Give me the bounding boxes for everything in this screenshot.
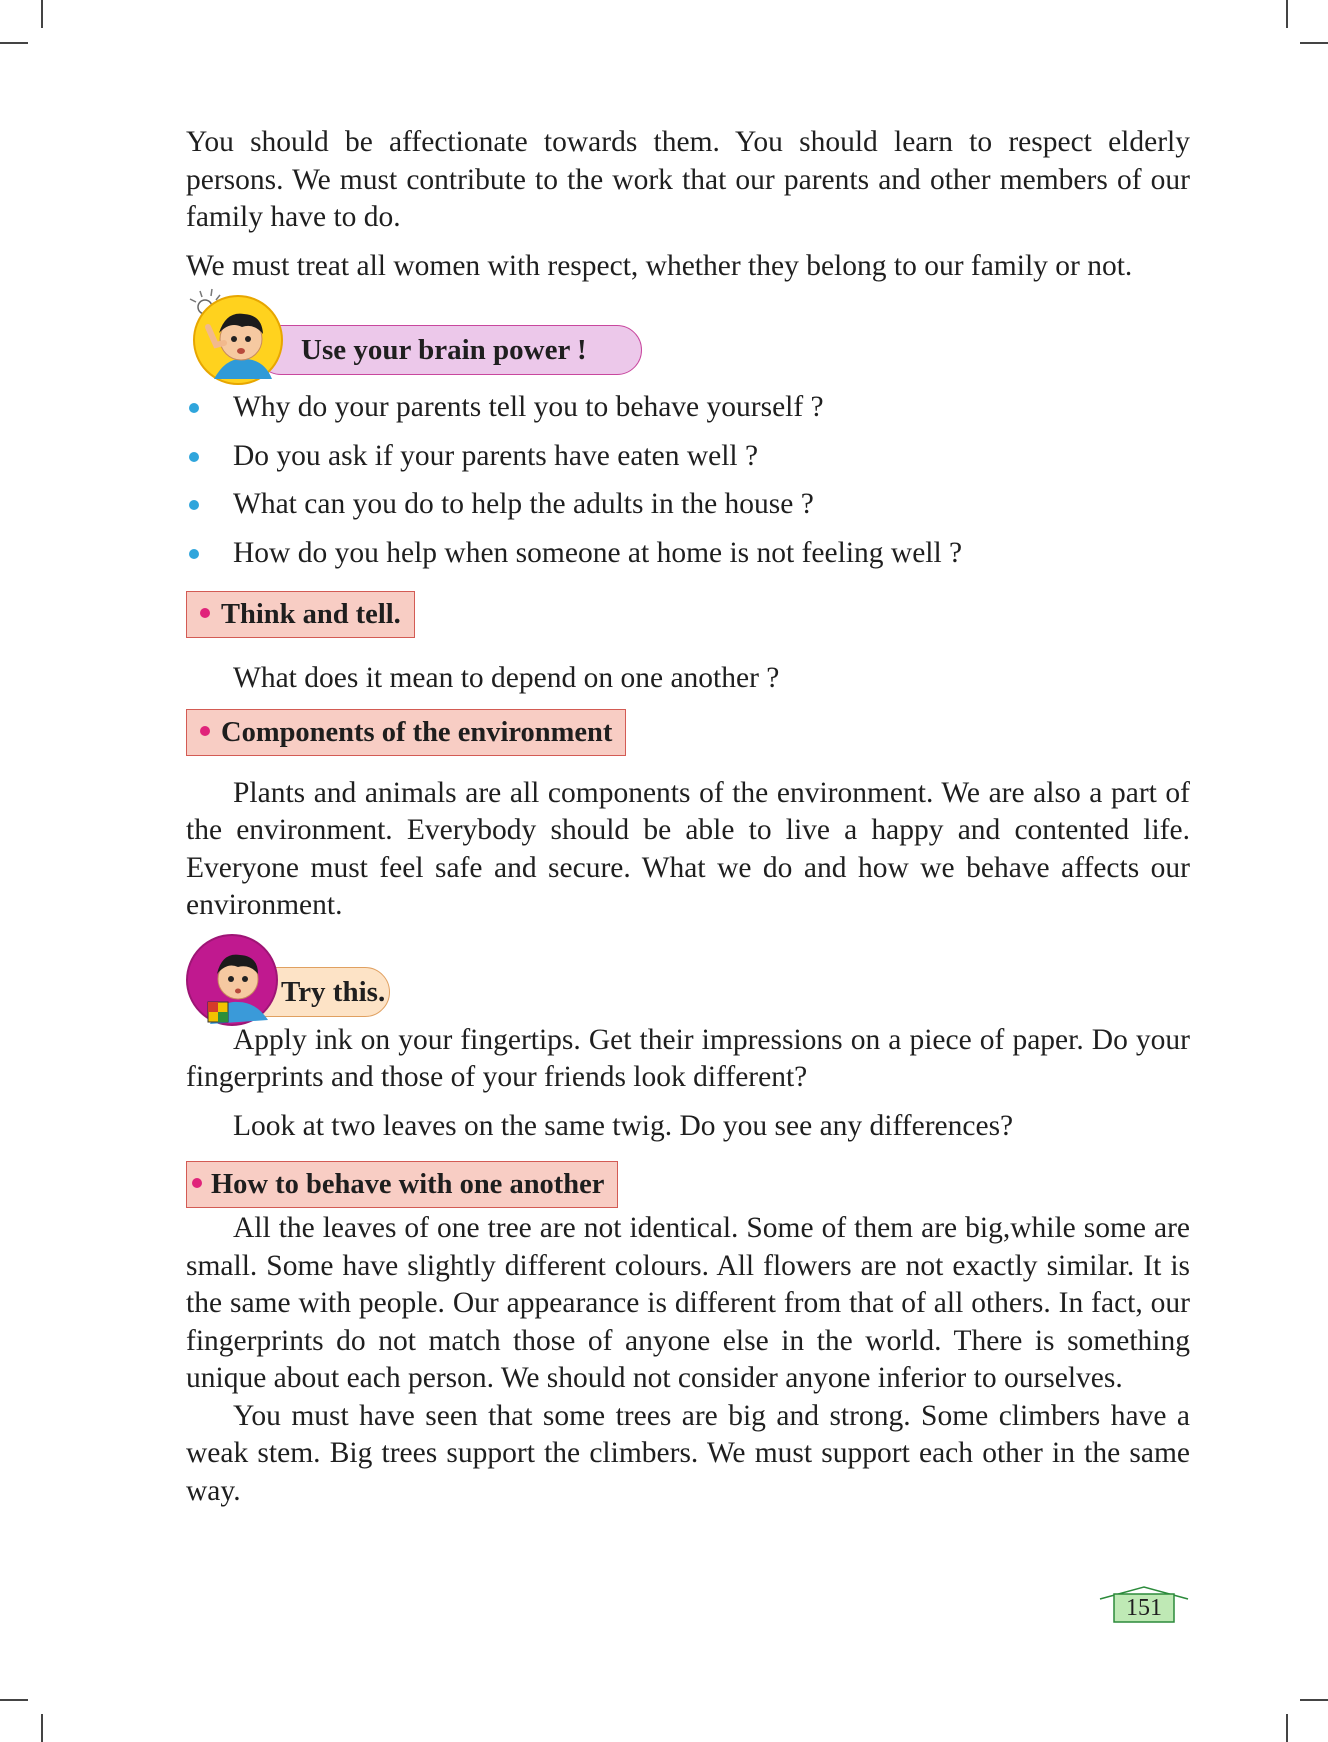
intro-paragraph: You should be affectionate towards them. You should learn to respect elderly persons. We must contribute to the work that our parents and other members of our family have to do. <box>186 126 1190 233</box>
try-this-label: Try this. <box>281 975 386 1008</box>
crop-mark <box>1300 42 1328 44</box>
page-number <box>1098 1586 1190 1626</box>
thinking-boy-icon <box>186 287 296 387</box>
bullet-dot <box>189 500 199 510</box>
bullet-dot <box>189 452 199 462</box>
heading-dot <box>200 726 210 736</box>
page-content <box>186 124 1190 1510</box>
try-this-paragraph-2: Look at two leaves on the same twig. Do you see any differences? <box>233 1109 1014 1142</box>
brain-power-questions <box>186 389 1190 583</box>
boy-with-cube-icon <box>186 934 286 1034</box>
crop-mark <box>0 42 28 44</box>
page-number-text: 151 <box>1126 1595 1162 1621</box>
behave-section <box>186 1161 1190 1208</box>
list-item: Do you ask if your parents have eaten well ? <box>186 438 1190 487</box>
crop-mark <box>1300 1699 1328 1701</box>
crop-mark <box>1286 0 1288 28</box>
behave-heading: How to behave with one another <box>186 1161 618 1208</box>
crop-mark <box>0 1699 28 1701</box>
think-tell-question: What does it mean to depend on one another ? <box>233 662 780 694</box>
components-section <box>186 709 1190 756</box>
brain-power-label: Use your brain power ! <box>301 334 587 366</box>
think-tell-heading: Think and tell. <box>186 591 415 638</box>
brain-power-pill <box>256 325 642 375</box>
try-this-paragraph-1: Apply ink on your fingertips. Get their impressions on a piece of paper. Do your fingerprints and those of your friends look different? <box>186 1023 1190 1093</box>
crop-mark <box>41 0 43 28</box>
brain-power-badge <box>186 287 1190 385</box>
try-this-badge <box>186 934 1190 1032</box>
bullet-dot <box>189 403 199 413</box>
list-item: Why do your parents tell you to behave yourself ? <box>186 389 1190 438</box>
think-tell-section <box>186 591 1190 638</box>
behave-paragraph-1: All the leaves of one tree are not identical. Some of them are big,while some are small. Some have slightly different colours. All flowers are not exactly similar. It is the same with people. Our appearance is different from that of all others. In fact, our fingerprints do not match those of anyone else in the world. There is something unique about each person. We should not consider anyone inferior to ourselves. <box>186 1212 1190 1394</box>
bullet-dot <box>189 549 199 559</box>
list-item: What can you do to help the adults in the house ? <box>186 486 1190 535</box>
heading-dot <box>200 608 210 618</box>
behave-paragraph-2: You must have seen that some trees are big and strong. Some climbers have a weak stem. Big trees support the climbers. We must support each other in the same way. <box>186 1399 1190 1507</box>
list-item: How do you help when someone at home is not feeling well ? <box>186 535 1190 584</box>
crop-mark <box>1286 1714 1288 1742</box>
components-paragraph: Plants and animals are all components of the environment. We are also a part of the environment. Everybody should be able to live a happy and contented life. Everyone must feel safe and secure. What we do and how we behave affects our environment. <box>186 776 1190 921</box>
women-respect-paragraph: We must treat all women with respect, whether they belong to our family or not. <box>186 249 1133 282</box>
heading-dot <box>192 1178 202 1188</box>
components-heading: Components of the environment <box>186 709 626 756</box>
crop-mark <box>41 1714 43 1742</box>
